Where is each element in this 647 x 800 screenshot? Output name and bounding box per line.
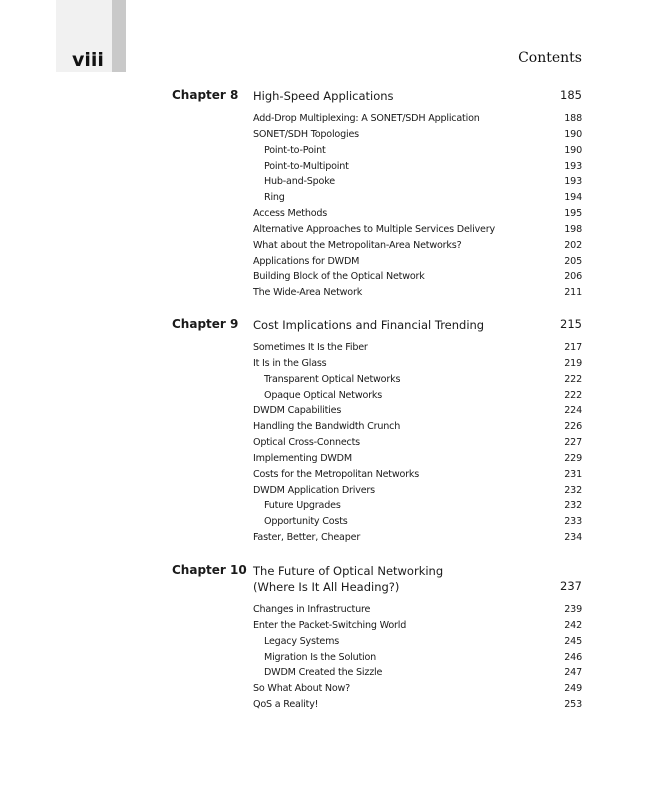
toc-entry-title: DWDM Capabilities — [253, 405, 342, 417]
toc-entry — [0, 145, 647, 161]
toc-entry-page: 194 — [564, 192, 582, 204]
toc-entry — [0, 113, 647, 129]
toc-entry-title: Changes in Infrastructure — [253, 604, 371, 615]
toc-entry — [0, 208, 647, 224]
toc-entry-page: 246 — [564, 651, 582, 663]
toc-entry-page: 190 — [564, 144, 582, 156]
toc-entry-page: 233 — [564, 516, 582, 528]
toc-entry-title: Costs for the Metropolitan Networks — [253, 468, 420, 480]
toc-entry-title: It Is in the Glass — [253, 357, 327, 369]
toc-entry — [0, 620, 647, 636]
toc-entry — [0, 358, 647, 374]
toc-entry-page: 222 — [564, 373, 582, 385]
toc-entry-title: Handling the Bandwidth Crunch — [253, 421, 401, 433]
chapter-title: High-Speed Applications — [253, 89, 394, 103]
toc-entry — [0, 532, 647, 548]
toc-entry-title: Point-to-Multipoint — [264, 160, 349, 172]
toc-entry-page: 226 — [564, 421, 582, 433]
toc-entry-page: 206 — [564, 271, 582, 283]
chapter-label: Chapter 10 — [172, 563, 247, 577]
toc-entry-title: Legacy Systems — [264, 635, 340, 647]
toc-entry-title: What about the Metropolitan-Area Networks? — [253, 239, 462, 251]
page-number: viii — [72, 49, 104, 71]
toc-entry — [0, 636, 647, 652]
chapter-title — [253, 563, 543, 595]
toc-entry-page: 205 — [564, 255, 582, 267]
toc-entry — [0, 683, 647, 699]
toc-entry — [0, 240, 647, 256]
toc-entry — [0, 287, 647, 303]
toc-entry-title: Hub-and-Spoke — [264, 176, 335, 188]
toc-entry — [0, 271, 647, 287]
toc-entry-title: Opaque Optical Networks — [264, 389, 383, 401]
toc-entry — [0, 485, 647, 501]
toc-entry — [0, 342, 647, 358]
toc-entry-title: So What About Now? — [253, 683, 351, 695]
toc-entry — [0, 405, 647, 421]
toc-entry-page: 234 — [564, 532, 582, 544]
toc-entry-page: 222 — [564, 389, 582, 401]
toc-entry-page: 239 — [564, 604, 582, 615]
toc-entry-title: Enter the Packet-Switching World — [253, 619, 407, 631]
toc-entry-title: QoS a Reality! — [253, 699, 319, 711]
toc-entry-page: 219 — [564, 357, 582, 369]
toc-entry-page: 232 — [564, 484, 582, 496]
toc-entry — [0, 699, 647, 715]
toc-entry-title: Migration Is the Solution — [264, 651, 377, 663]
toc-entry — [0, 421, 647, 437]
toc-entry — [0, 469, 647, 485]
toc-entry — [0, 604, 647, 620]
toc-entry-page: 211 — [564, 287, 582, 299]
toc-entry-title: Point-to-Point — [264, 144, 326, 156]
toc-entry-title: Ring — [264, 192, 285, 204]
toc-entry — [0, 374, 647, 390]
toc-entry — [0, 176, 647, 192]
toc-entry-page: 249 — [564, 683, 582, 695]
chapter-10-entries — [0, 604, 647, 715]
toc-entry-title: Transparent Optical Networks — [264, 373, 401, 385]
chapter-page-number: 215 — [560, 317, 582, 331]
toc-entry-page: 193 — [564, 176, 582, 188]
running-head: Contents — [518, 50, 582, 66]
toc-entry-title: Implementing DWDM — [253, 452, 352, 464]
toc-entry-page: 190 — [564, 128, 582, 140]
toc-entry-title: DWDM Created the Sizzle — [264, 667, 383, 679]
toc-entry-title: Opportunity Costs — [264, 516, 348, 528]
toc-entry — [0, 652, 647, 668]
toc-entry — [0, 161, 647, 177]
toc-entry-page: 224 — [564, 405, 582, 417]
toc-entry-title: Optical Cross-Connects — [253, 437, 360, 449]
toc-entry-title: Applications for DWDM — [253, 255, 360, 267]
chapter-page-number: 185 — [560, 88, 582, 102]
toc-entry — [0, 256, 647, 272]
chapter-title: Cost Implications and Financial Trending — [253, 318, 485, 332]
toc-entry-title: Add-Drop Multiplexing: A SONET/SDH Application — [253, 113, 480, 124]
toc-entry-title: Future Upgrades — [264, 500, 341, 512]
toc-entry-title: SONET/SDH Topologies — [253, 128, 359, 140]
toc-entry-page: 229 — [564, 452, 582, 464]
toc-entry-page: 198 — [564, 223, 582, 235]
chapter-label: Chapter 9 — [172, 317, 239, 331]
chapter-title-line-2: (Where Is It All Heading?) — [253, 580, 400, 594]
toc-entry-page: 188 — [564, 113, 582, 124]
chapter-label: Chapter 8 — [172, 88, 239, 102]
toc-entry-page: 245 — [564, 635, 582, 647]
toc-entry-page: 253 — [564, 699, 582, 711]
toc-entry-page: 231 — [564, 468, 582, 480]
toc-entry-title: The Wide-Area Network — [253, 287, 363, 299]
toc-entry-title: DWDM Application Drivers — [253, 484, 375, 496]
toc-entry-title: Access Methods — [253, 208, 328, 220]
chapter-8-entries — [0, 113, 647, 303]
toc-entry — [0, 129, 647, 145]
toc-entry-page: 232 — [564, 500, 582, 512]
toc-entry-page: 227 — [564, 437, 582, 449]
toc-entry — [0, 437, 647, 453]
toc-entry — [0, 453, 647, 469]
toc-entry — [0, 516, 647, 532]
toc-entry — [0, 390, 647, 406]
chapter-9-entries — [0, 342, 647, 548]
toc-entry — [0, 667, 647, 683]
toc-entry-page: 193 — [564, 160, 582, 172]
chapter-title-line-1: The Future of Optical Networking — [253, 564, 444, 578]
toc-entry-title: Faster, Better, Cheaper — [253, 532, 361, 544]
toc-entry — [0, 500, 647, 516]
toc-entry-page: 202 — [564, 239, 582, 251]
toc-entry-page: 195 — [564, 208, 582, 220]
toc-entry-page: 242 — [564, 619, 582, 631]
toc-entry-title: Alternative Approaches to Multiple Services Delivery — [253, 223, 495, 235]
chapter-page-number: 237 — [560, 579, 582, 593]
toc-entry-title: Building Block of the Optical Network — [253, 271, 425, 283]
toc-entry — [0, 192, 647, 208]
toc-entry — [0, 224, 647, 240]
toc-entry-title: Sometimes It Is the Fiber — [253, 342, 368, 353]
toc-entry-page: 217 — [564, 342, 582, 353]
toc-entry-page: 247 — [564, 667, 582, 679]
